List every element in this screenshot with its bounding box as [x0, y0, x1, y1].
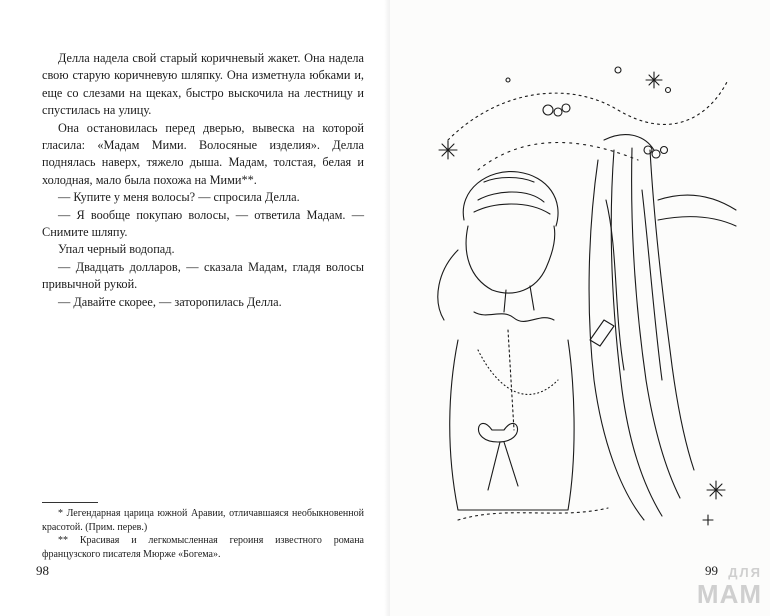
paragraph-1: Делла надела свой старый коричневый жакет. Она надела свою старую коричневую шляпку. Она изметнула юбками и, еще со слезами на щеках, быстро выскочила на лестницу и спустилась на улицу. [42, 51, 364, 118]
site-watermark [682, 566, 762, 616]
page-number-left: 98 [36, 563, 49, 578]
paragraph-4: — Я вообще покупаю волосы, — ответила Мадам. — Снимите шляпу. [42, 207, 364, 240]
footnote-2: ** Красивая и легкомысленная героиня известного романа французского писателя Мюрже «Богема». [42, 535, 364, 560]
page-number-right: 99 [705, 563, 718, 578]
paragraph-5: Упал черный водопад. [58, 242, 175, 257]
watermark-top: ДЛЯ [728, 565, 762, 580]
paragraph-3: — Купите у меня волосы? — спросила Делла. [58, 190, 300, 205]
paragraph-2: Она остановилась перед дверью, вывеска на которой гласила: «Мадам Мими. Волосяные изделия». Делла поднялась наверх, тяжело дыша. Мадам, толстая, белая и холодная, мало была похожа на Мими**. [42, 120, 364, 187]
body-text [42, 50, 364, 311]
footnotes [42, 507, 364, 561]
two-women-hair-illustration-icon [418, 50, 748, 540]
paragraph-6: — Двадцать долларов, — сказала Мадам, гладя волосы привычной рукой. [42, 259, 364, 292]
footnote-1: * Легендарная царица южной Аравии, отличавшаяся необыкновенной красотой. (Прим. перев.) [42, 508, 364, 533]
watermark-bottom: МАМ [696, 579, 762, 609]
footnote-divider [42, 502, 98, 503]
paragraph-7: — Давайте скорее, — заторопилась Делла. [58, 294, 282, 309]
